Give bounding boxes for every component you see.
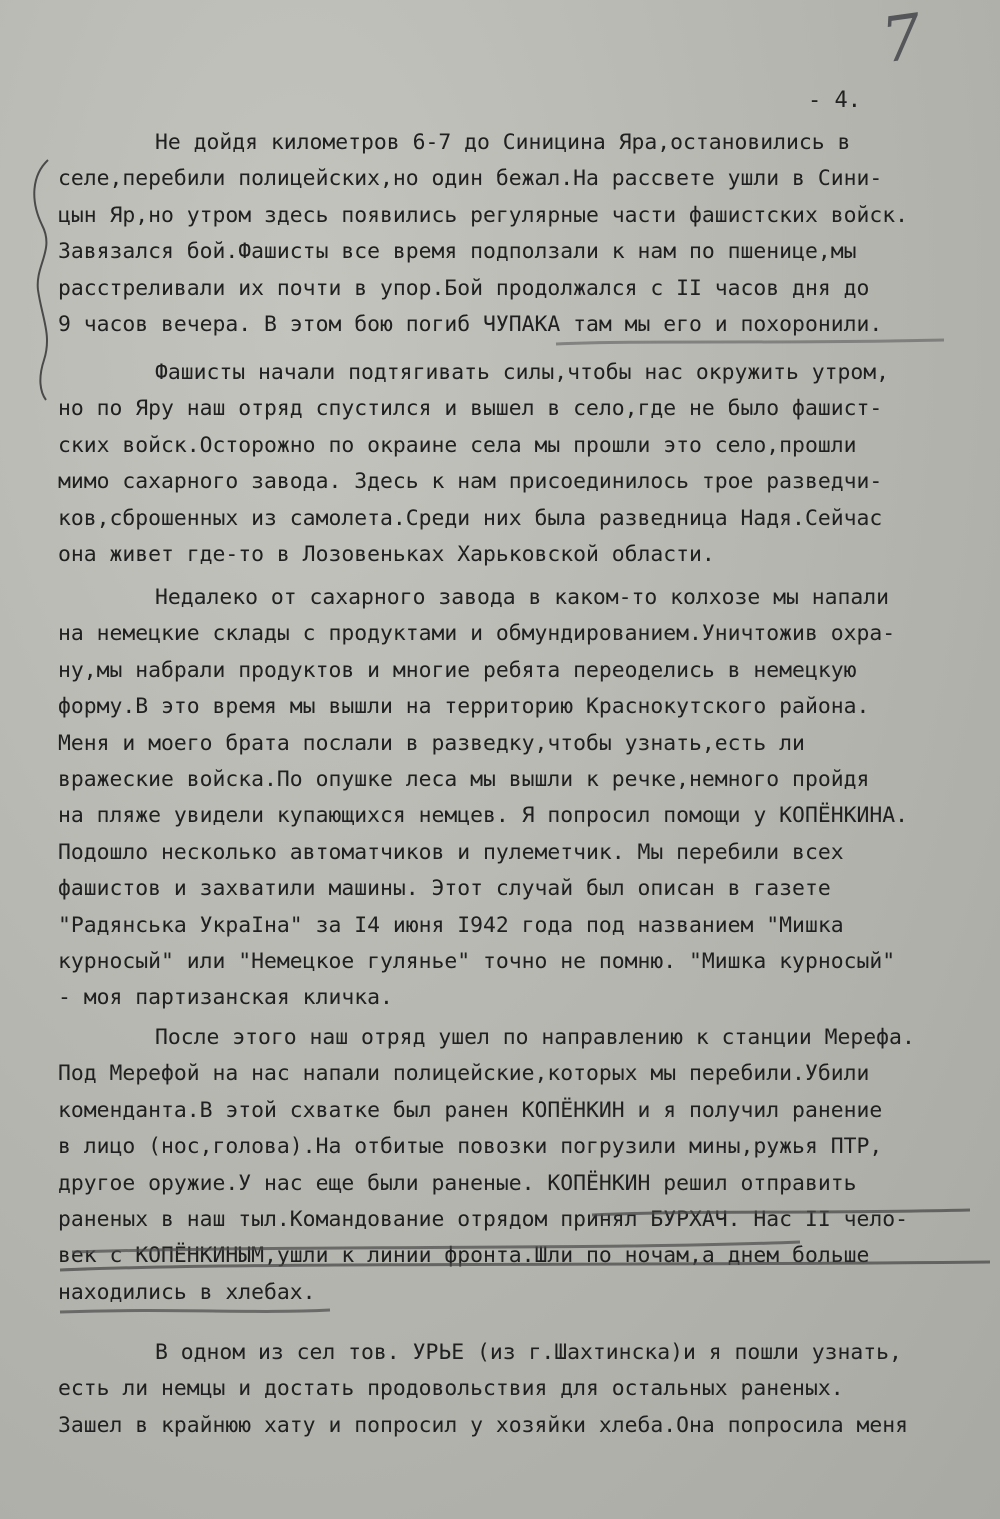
text-line: ских войск.Осторожно по окраине села мы прошли это село,прошли (58, 432, 857, 458)
text-line: ков,сброшенных из самолета.Среди них была разведница Надя.Сейчас (58, 505, 883, 531)
text-line: она живет где-то в Лозовеньках Харьковской области. (58, 542, 715, 567)
text-line: фашистов и захватили машины. Этот случай был описан в газете (58, 876, 831, 902)
text-line: ну,мы набрали продуктов и многие ребята переоделись в немецкую (58, 657, 857, 683)
text-line: После этого наш отряд ушел по направлению к станции Мерефа. (155, 1025, 915, 1050)
text-line: Недалеко от сахарного завода в каком-то колхозе мы напали (155, 585, 890, 610)
text-line: цын Яр,но утром здесь появились регулярные части фашистских войск. (58, 202, 908, 228)
text-line: - моя партизанская кличка. (58, 985, 393, 1011)
underline-mark (60, 1310, 330, 1312)
text-line: на немецкие склады с продуктами и обмундированием.Уничтожив охра- (58, 621, 896, 647)
handwritten-folio-number: 7 (877, 0, 925, 78)
text-line: Фашисты начали подтягивать силы,чтобы нас окружить утром, (155, 360, 890, 385)
text-line: век с КОПЁНКИНЫМ,ушли к линии фронта.Шли по ночам,а днем больше (58, 1243, 870, 1269)
text-line: но по Яру наш отряд спустился и вышел в село,где не было фашист- (58, 396, 883, 422)
text-line: расстреливали их почти в упор.Бой продолжался с II часов дня до (58, 275, 870, 301)
text-line: Меня и моего брата послали в разведку,чтобы узнать,есть ли (58, 730, 805, 756)
text-line: мимо сахарного завода. Здесь к нам присоединилось трое разведчи- (58, 469, 883, 495)
text-line: в лицо (нос,голова).На отбитые повозки погрузили мины,ружья ПТР, (58, 1134, 883, 1160)
text-line: Завязался бой.Фашисты все время подползали к нам по пшенице,мы (58, 239, 857, 265)
page-number: - 4. (808, 88, 861, 113)
text-line: курносый" или "Немецкое гулянье" точно не помню. "Мишка курносый" (58, 949, 896, 974)
text-line: вражеские войска.По опушке леса мы вышли к речке,немного пройдя (58, 767, 870, 792)
text-line: Под Мерефой на нас напали полицейские,которых мы перебили.Убили (58, 1061, 870, 1087)
text-line: форму.В это время мы вышли на территорию Краснокутского района. (58, 694, 870, 720)
text-line: есть ли немцы и достать продовольствия для остальных раненых. (58, 1376, 844, 1402)
text-line: раненых в наш тыл.Командование отрядом принял БУРХАЧ. Нас II чело- (58, 1207, 908, 1232)
underline-mark (556, 340, 944, 344)
margin-bracket-mark (34, 160, 48, 400)
text-line: селе,перебили полицейских,но один бежал.На рассвете ушли в Сини- (58, 166, 883, 192)
text-line: коменданта.В этой схватке был ранен КОПЁНКИН и я получил ранение (58, 1097, 883, 1123)
text-line: "Радянська УкраIна" за I4 июня I942 года под названием "Мишка (58, 912, 844, 938)
text-line: 9 часов вечера. В этом бою погиб ЧУПАКА там мы его и похоронили. (58, 312, 883, 337)
text-line: другое оружие.У нас еще были раненые. КОПЁНКИН решил отправить (58, 1170, 857, 1196)
text-line: В одном из сел тов. УРЬЕ (из г.Шахтинска)и я пошли узнать, (155, 1340, 902, 1365)
text-line: находились в хлебах. (58, 1279, 316, 1305)
text-line: Зашел в крайнюю хату и попросил у хозяйки хлеба.Она попросила меня (58, 1412, 908, 1438)
text-line: Не дойдя километров 6-7 до Синицина Яра,остановились в (155, 130, 851, 155)
text-line: Подошло несколько автоматчиков и пулеметчик. Мы перебили всех (58, 839, 844, 865)
text-line: на пляже увидели купающихся немцев. Я попросил помощи у КОПЁНКИНА. (58, 803, 908, 829)
